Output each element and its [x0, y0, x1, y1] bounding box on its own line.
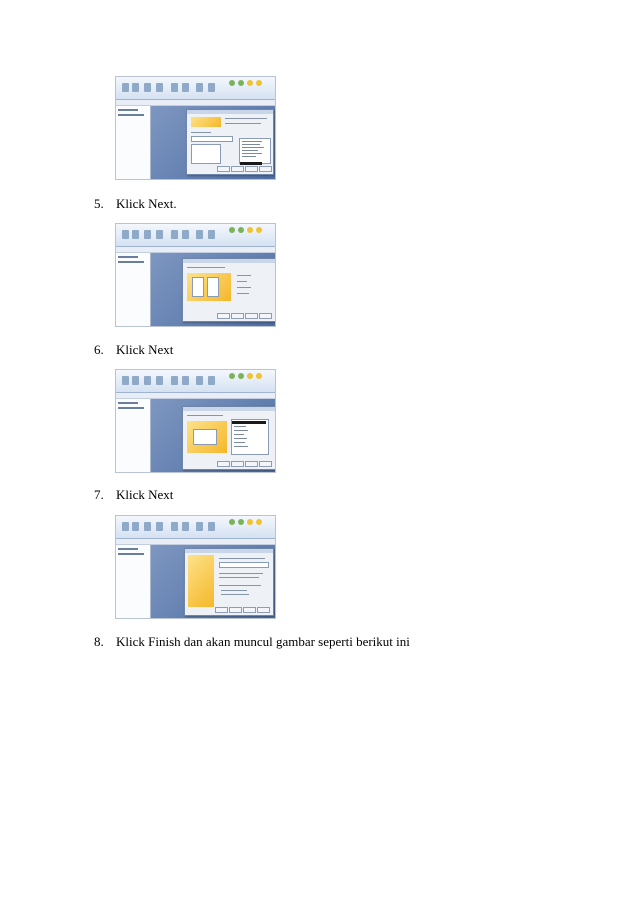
wizard-dialog [182, 258, 276, 322]
ribbon-toolbar [116, 516, 275, 539]
step-5 [94, 196, 177, 212]
step-text: Klick Next [116, 342, 174, 357]
step-number: 7. [94, 487, 104, 502]
wizard-screenshot-2 [115, 223, 276, 327]
step-number: 5. [94, 196, 104, 211]
step-7 [94, 487, 173, 503]
wizard-screenshot-3 [115, 369, 276, 473]
wizard-dialog [184, 548, 274, 616]
step-text: Klick Next [116, 487, 174, 502]
wizard-screenshot-4 [115, 515, 276, 619]
wizard-dialog [186, 109, 274, 175]
step-6 [94, 342, 173, 358]
navigation-pane [116, 106, 151, 179]
ribbon-toolbar [116, 77, 275, 100]
navigation-pane [116, 399, 151, 472]
step-text: Klick Finish dan akan muncul gambar seperti berikut ini [116, 634, 410, 649]
wizard-screenshot-1 [115, 76, 276, 180]
ribbon-toolbar [116, 224, 275, 247]
navigation-pane [116, 545, 151, 618]
step-8 [94, 634, 410, 650]
step-number: 6. [94, 342, 104, 357]
step-text: Klick Next. [116, 196, 177, 211]
ribbon-toolbar [116, 370, 275, 393]
navigation-pane [116, 253, 151, 326]
step-number: 8. [94, 634, 104, 649]
wizard-dialog [182, 406, 276, 470]
